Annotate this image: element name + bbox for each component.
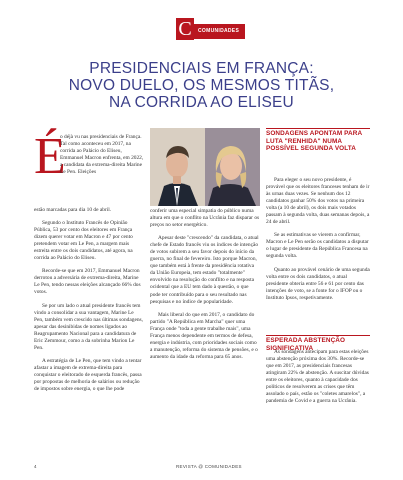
page-number: 4 [34, 464, 37, 469]
paragraph: estão marcadas para dia 10 de abril. [34, 207, 112, 213]
paragraph: Mais liberal do que em 2017, o candidato do partido "A República em Marcha" quer uma França onde "toda a gente trabalhe mais", uma França menos dependente em termos de defesa, energia e indústria, com prioridades sociais como a manutenção, reforma do sistema de pensões, e o aumento da idade da reforma para 65 anos. [150, 311, 258, 360]
intro-text: o déjà vu nas presidenciais de França. Tal como aconteceu em 2017, na corrida ao Palácio do Eliseu, Emmanuel Macron enfrenta, em 2022, a candidata da extrema-direita Marine Le Pen. Eleições [60, 134, 144, 176]
column-3-continued [266, 349, 370, 411]
column-3 [266, 177, 370, 308]
intro-paragraph [60, 134, 144, 182]
subhead-rule [266, 128, 370, 129]
paragraph: Se por um lado o atual presidente francês tem vindo a consolidar a sua vantagem, Marine Le Pen, também vem crescido nas últimas sondagens, apesar das desinibidas de nomes ligados ao Reagrupamento Nacional para a candidatura de Eric Zemmour, como a da sobrinha Marion Le Pen. [34, 302, 143, 351]
subheading-abstention: ESPERADA ABSTENÇÃO SIGNIFICATIVA [266, 337, 346, 352]
paragraph: Quanto ao provável cenário de uma segunda volta entre os dois candidatos, o atual presidente obteria entre 56 e 61 por cento das intenções de voto, se a fonte for o IFOP ou o Instituto Ipsos, respetivamente. [266, 266, 370, 301]
candidates-photo [150, 128, 260, 206]
paragraph: conferir uma especial simpatia do público numa altura em que o conflito na Ucrânia faz disparar os preços no setor energético. [150, 208, 260, 229]
drop-cap: É [34, 128, 66, 185]
headline [40, 60, 363, 111]
paragraph: A estratégia de Le Pen, que tem vindo a tentar afastar a imagem de extrema-direita para conquistar o eleitorado de esquerda francês, passa por propostas de melhoria de salários ou redução de impostos sobre energia, o que lhe pode [34, 357, 142, 393]
column-2 [150, 208, 260, 367]
subheading-polls: SONDAGENS APONTAM PARA LUTA "RENHIDA" NUMA POSSÍVEL SEGUNDA VOLTA [266, 130, 362, 152]
section-tag [176, 18, 245, 40]
column-1 [34, 207, 144, 399]
magazine-footer: REVISTA @ COMUNIDADES [176, 464, 242, 469]
paragraph: Apesar deste "crescendo" da candidata, o atual chefe de Estado francês viu os índices de intenção de votos subirem a seu favor depois do início da guerra, no final de fevereiro. Isto porque Macron, que também está à frente da presidência rotativa da União Europeia, tem estado "totalmente" envolvido na resolução do conflito e na resposta ocidental que a EU tem dado à questão, o que pode ter contribuído para o seu resultado nas pesquisas e no índice de popularidade. [150, 235, 259, 305]
headline-line-3: NA CORRIDA AO ELISEU [109, 94, 294, 111]
paragraph: As sondagens antecipam para estas eleições uma abstenção próxima dos 30%. Recorde-se que em 2017, as presidenciais francesas atingiram 22% de abstenção. A suscitar dúvidas entre os eleitores, quanto à capacidade dos políticos de resolverem as crises que têm assolado o país, estão os "coletes amarelos", a pandemia de Covid e a guerra na Ucrânia. [266, 349, 369, 405]
headline-line-2: NOVO DUELO, OS MESMOS TITÃS, [68, 77, 335, 94]
candidates-illustration [150, 128, 260, 206]
paragraph: Se as estimativas se vierem a confirmar, Macron e Le Pen serão os candidatos a disputar o lugar de presidente da República Francesa na segunda volta. [266, 232, 369, 260]
paragraph: Segundo o Instituto Francês de Opinião Pública, 53 por cento dos eleitores em França dizem querer votar em Macron e 47 por cento pretendem votar em Le Pen, a margem mais estreita entre os dois candidatos, até agora, na corrida ao Palácio do Eliseu. [34, 220, 133, 262]
section-letter: C [176, 18, 194, 40]
section-label: COMUNIDADES [194, 24, 245, 39]
subhead-rule [266, 335, 370, 336]
paragraph: Para eleger o seu novo presidente, é provável que os eleitores franceses tenham de ir às urnas duas vezes. Se nenhum dos 12 candidatos ganhar 50% dos votos na primeira volta (a 10 de abril), os dois mais votados passam à segunda volta, duas semanas depois, a 24 de abril. [266, 177, 370, 226]
headline-line-1: PRESIDENCIAIS EM FRANÇA: [89, 60, 314, 77]
paragraph: Recorde-se que em 2017, Emmanuel Macron derrotou a adversária de extrema-direita, Marine Le Pen, tendo nessas eleições alcançado 66% dos votos. [34, 268, 141, 296]
